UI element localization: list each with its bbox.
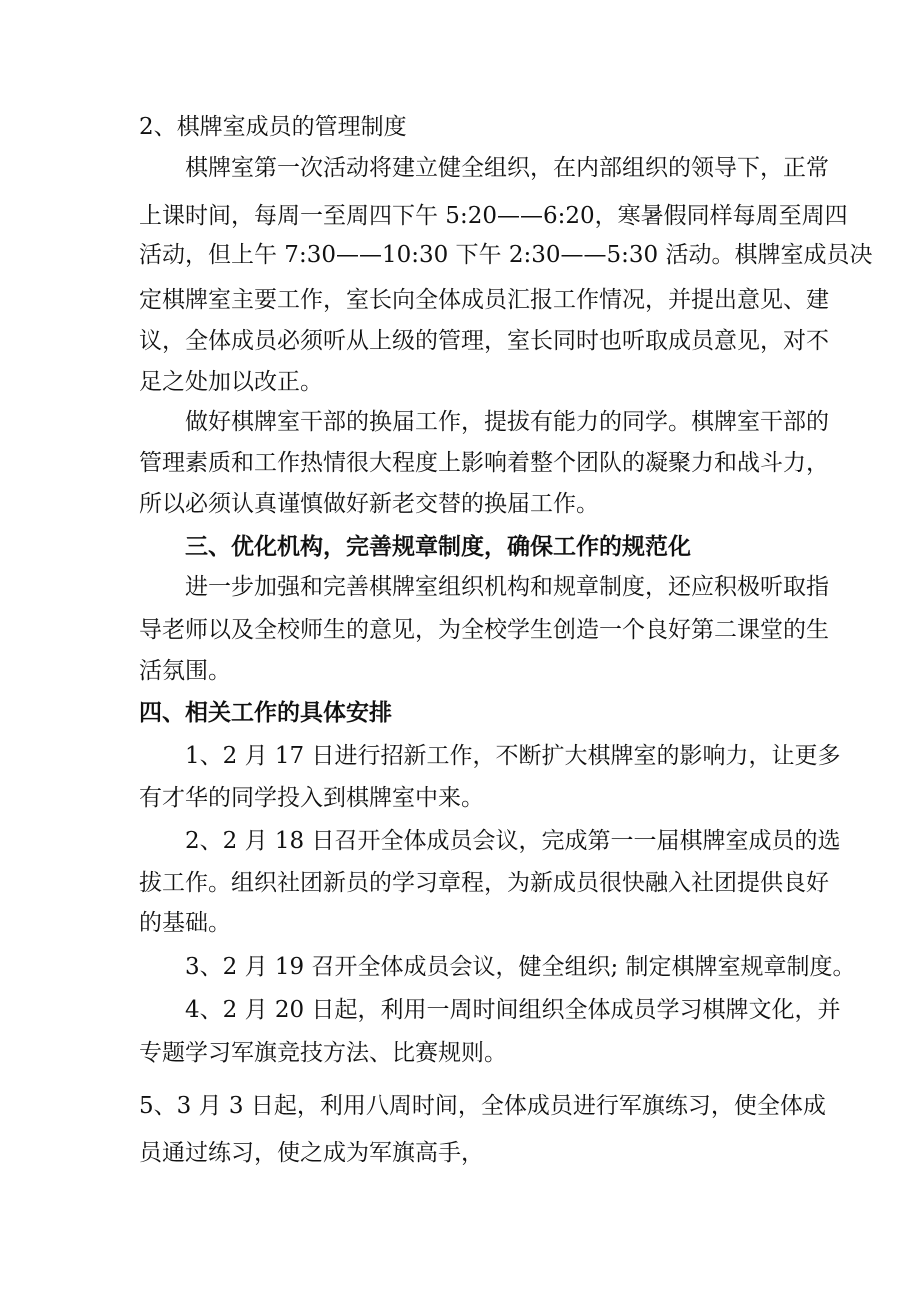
paragraph-line: 管理素质和工作热情很大程度上影响着整个团队的凝聚力和战斗力， (139, 450, 829, 476)
list-item-line: 员通过练习，使之成为军旗高手， (139, 1140, 484, 1166)
list-item-line: 拔工作。组织社团新员的学习章程，为新成员很快融入社团提供良好 (139, 870, 829, 896)
paragraph-line: 做好棋牌室干部的换届工作，提拔有能力的同学。棋牌室干部的 (185, 409, 829, 435)
paragraph-line: 所以必须认真谨慎做好新老交替的换届工作。 (139, 491, 599, 517)
list-item-line: 4、2 月 20 日起，利用一周时间组织全体成员学习棋牌文化，并 (185, 997, 841, 1023)
paragraph-line: 定棋牌室主要工作，室长向全体成员汇报工作情况，并提出意见、建 (139, 287, 829, 313)
list-item-line: 有才华的同学投入到棋牌室中来。 (139, 785, 484, 811)
paragraph-line: 导老师以及全校师生的意见，为全校学生创造一个良好第二课堂的生 (139, 617, 829, 643)
list-item-line: 5、3 月 3 日起，利用八周时间，全体成员进行军旗练习，使全体成 (139, 1093, 826, 1119)
list-item-line: 专题学习军旗竞技方法、比赛规则。 (139, 1040, 507, 1066)
section-heading: 三、优化机构，完善规章制度，确保工作的规范化 (185, 533, 691, 560)
paragraph-line: 活动，但上午 7:30——10:30 下午 2:30——5:30 活动。棋牌室成员决 (139, 242, 873, 268)
paragraph-line: 进一步加强和完善棋牌室组织机构和规章制度，还应积极听取指 (185, 574, 829, 600)
list-item-line: 的基础。 (139, 910, 231, 936)
paragraph-line: 议，全体成员必须听从上级的管理，室长同时也听取成员意见，对不 (139, 328, 829, 354)
paragraph-line: 棋牌室第一次活动将建立健全组织，在内部组织的领导下，正常 (185, 155, 829, 181)
paragraph-line: 足之处加以改正。 (139, 369, 323, 395)
list-item-line: 2、2 月 18 日召开全体成员会议，完成第一一届棋牌室成员的选 (185, 828, 841, 854)
list-item-line: 1、2 月 17 日进行招新工作，不断扩大棋牌室的影响力，让更多 (185, 743, 841, 769)
paragraph-line: 活氛围。 (139, 658, 231, 684)
list-item-line: 3、2 月 19 召开全体成员会议，健全组织; 制定棋牌室规章制度。 (185, 954, 856, 980)
section-title: 2、棋牌室成员的管理制度 (139, 114, 407, 140)
section-heading: 四、相关工作的具体安排 (139, 699, 392, 726)
paragraph-line: 上课时间，每周一至周四下午 5:20——6:20，寒暑假同样每周至周四 (139, 203, 848, 229)
